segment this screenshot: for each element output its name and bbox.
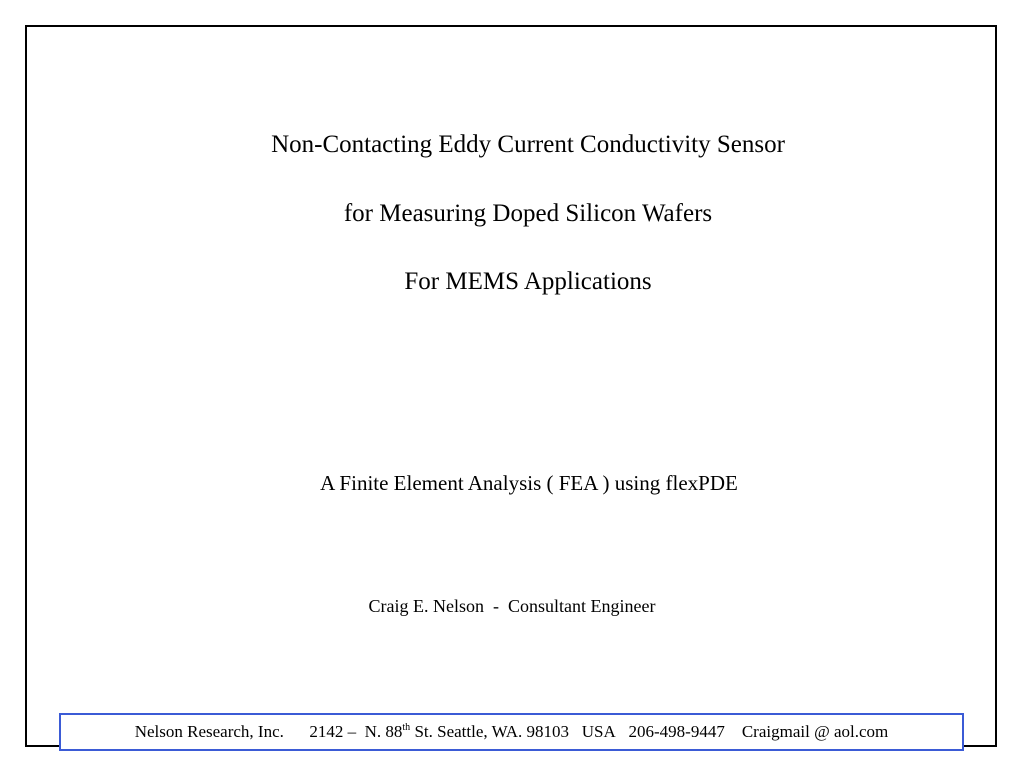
- footer-contact-box: [59, 713, 964, 751]
- title-line-3: For MEMS Applications: [404, 268, 652, 295]
- author-line: Craig E. Nelson - Consultant Engineer: [368, 596, 656, 616]
- title-line-1: Non-Contacting Eddy Current Conductivity Sensor: [271, 131, 785, 158]
- footer-phone: 206-498-9447: [628, 722, 725, 741]
- footer-address: 2142 – N. 88th St. Seattle, WA. 98103 USA: [309, 722, 616, 741]
- title-line-2: for Measuring Doped Silicon Wafers: [343, 200, 713, 227]
- footer-company: Nelson Research, Inc.: [134, 722, 284, 741]
- footer-email: Craigmail @ aol.com: [741, 722, 889, 741]
- subtitle: A Finite Element Analysis ( FEA ) using flexPDE: [320, 471, 738, 495]
